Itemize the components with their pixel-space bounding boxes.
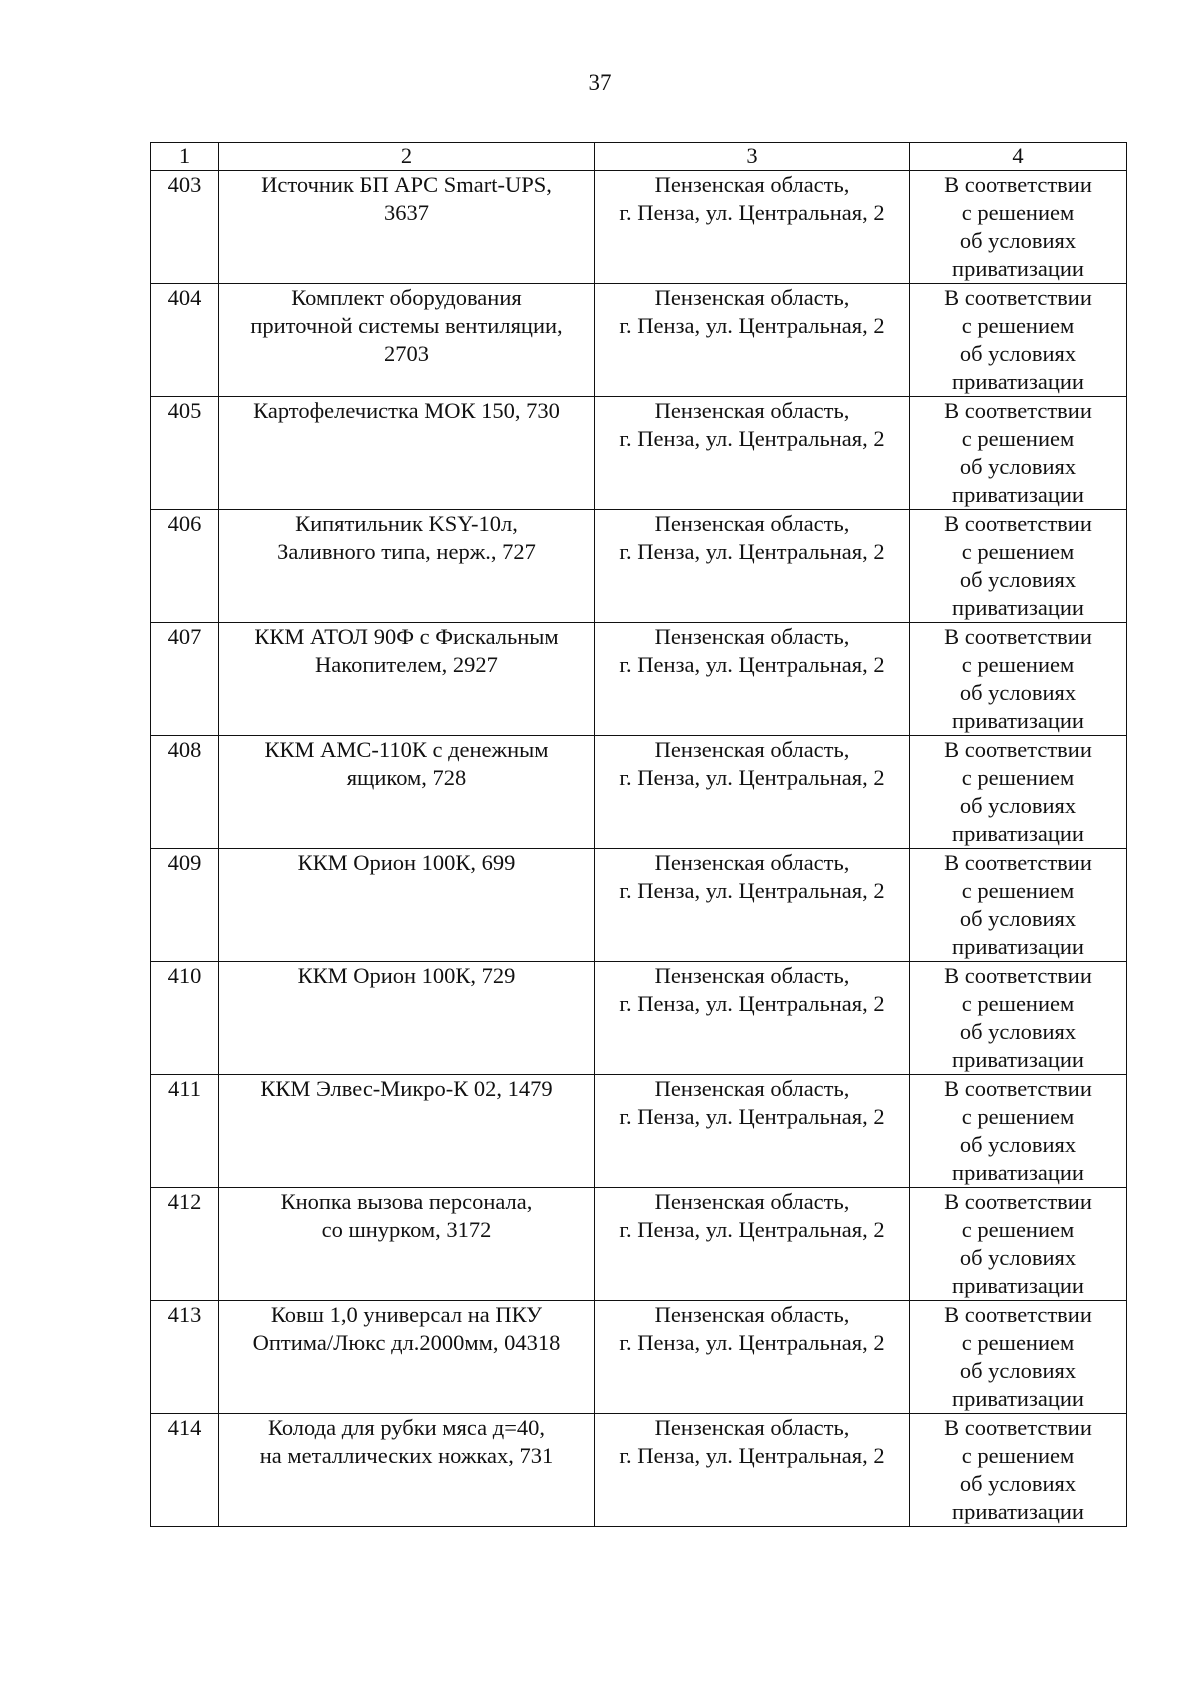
- item-name-cell: [219, 510, 595, 623]
- row-number: 406: [167, 511, 202, 536]
- item-name: Картофелечистка МОК 150, 730: [253, 398, 560, 423]
- row-number: 405: [167, 398, 202, 423]
- privatization-method-cell: [910, 171, 1127, 284]
- column-header-3: 3: [595, 143, 910, 171]
- item-address-cell: [595, 397, 910, 510]
- item-address-cell: [595, 1188, 910, 1301]
- row-number-cell: [151, 623, 219, 736]
- table-row: [151, 1414, 1127, 1527]
- item-address: Пензенская область, г. Пенза, ул. Центральная, 2: [619, 1076, 885, 1129]
- property-table: [150, 142, 1127, 1527]
- item-name-cell: [219, 397, 595, 510]
- item-address-cell: [595, 849, 910, 962]
- row-number-cell: [151, 962, 219, 1075]
- item-name: ККМ Орион 100К, 699: [297, 850, 516, 875]
- column-header-4: 4: [910, 143, 1127, 171]
- item-address: Пензенская область, г. Пенза, ул. Центральная, 2: [619, 850, 885, 903]
- item-name: Ковш 1,0 универсал на ПКУ Оптима/Люкс дл.2000мм, 04318: [252, 1302, 561, 1355]
- privatization-method: В соответствии с решением об условиях приватизации: [944, 850, 1092, 959]
- column-header-2: 2: [219, 143, 595, 171]
- privatization-method: В соответствии с решением об условиях приватизации: [944, 1415, 1092, 1524]
- row-number-cell: [151, 171, 219, 284]
- row-number-cell: [151, 736, 219, 849]
- table-row: [151, 1075, 1127, 1188]
- item-name: Колода для рубки мяса д=40, на металлических ножках, 731: [259, 1415, 554, 1468]
- table-row: [151, 1188, 1127, 1301]
- item-address-cell: [595, 736, 910, 849]
- privatization-method: В соответствии с решением об условиях приватизации: [944, 1302, 1092, 1411]
- row-number-cell: [151, 1414, 219, 1527]
- privatization-method-cell: [910, 1075, 1127, 1188]
- item-address-cell: [595, 284, 910, 397]
- item-name-cell: [219, 1414, 595, 1527]
- item-name: ККМ АТОЛ 90Ф с Фискальным Накопителем, 2927: [254, 624, 559, 677]
- row-number-cell: [151, 510, 219, 623]
- item-name: Кнопка вызова персонала, со шнурком, 3172: [280, 1189, 533, 1242]
- privatization-method: В соответствии с решением об условиях приватизации: [944, 737, 1092, 846]
- table-header-row: [151, 143, 1127, 171]
- table-body: [151, 171, 1127, 1527]
- privatization-method-cell: [910, 849, 1127, 962]
- table-row: [151, 1301, 1127, 1414]
- privatization-method-cell: [910, 510, 1127, 623]
- item-name: Комплект оборудования приточной системы вентиляции, 2703: [250, 285, 563, 366]
- item-name-cell: [219, 736, 595, 849]
- item-address: Пензенская область, г. Пенза, ул. Центральная, 2: [619, 1415, 885, 1468]
- row-number: 408: [167, 737, 202, 762]
- item-name: ККМ Элвес-Микро-К 02, 1479: [260, 1076, 553, 1101]
- table-row: [151, 510, 1127, 623]
- item-address: Пензенская область, г. Пенза, ул. Центральная, 2: [619, 737, 885, 790]
- item-address-cell: [595, 623, 910, 736]
- item-address-cell: [595, 1075, 910, 1188]
- item-name-cell: [219, 171, 595, 284]
- privatization-method-cell: [910, 623, 1127, 736]
- privatization-method-cell: [910, 962, 1127, 1075]
- row-number: 413: [167, 1302, 202, 1327]
- privatization-method-cell: [910, 397, 1127, 510]
- privatization-method-cell: [910, 1301, 1127, 1414]
- privatization-method: В соответствии с решением об условиях приватизации: [944, 398, 1092, 507]
- row-number-cell: [151, 1188, 219, 1301]
- item-name-cell: [219, 1301, 595, 1414]
- item-address-cell: [595, 171, 910, 284]
- item-address: Пензенская область, г. Пенза, ул. Центральная, 2: [619, 398, 885, 451]
- privatization-method: В соответствии с решением об условиях приватизации: [944, 963, 1092, 1072]
- item-address: Пензенская область, г. Пенза, ул. Центральная, 2: [619, 1189, 885, 1242]
- item-address: Пензенская область, г. Пенза, ул. Центральная, 2: [619, 624, 885, 677]
- row-number-cell: [151, 397, 219, 510]
- item-address-cell: [595, 1414, 910, 1527]
- table-row: [151, 171, 1127, 284]
- row-number: 404: [167, 285, 202, 310]
- item-name-cell: [219, 623, 595, 736]
- privatization-method-cell: [910, 1188, 1127, 1301]
- table-row: [151, 849, 1127, 962]
- item-name-cell: [219, 962, 595, 1075]
- table-row: [151, 397, 1127, 510]
- row-number-cell: [151, 1301, 219, 1414]
- item-name-cell: [219, 849, 595, 962]
- column-header-1: 1: [151, 143, 219, 171]
- privatization-method: В соответствии с решением об условиях приватизации: [944, 172, 1092, 281]
- row-number: 407: [167, 624, 202, 649]
- privatization-method-cell: [910, 284, 1127, 397]
- privatization-method: В соответствии с решением об условиях приватизации: [944, 511, 1092, 620]
- row-number: 411: [168, 1076, 201, 1101]
- privatization-method: В соответствии с решением об условиях приватизации: [944, 1189, 1092, 1298]
- item-address: Пензенская область, г. Пенза, ул. Центральная, 2: [619, 1302, 885, 1355]
- privatization-method-cell: [910, 736, 1127, 849]
- item-address: Пензенская область, г. Пенза, ул. Центральная, 2: [619, 285, 885, 338]
- item-name-cell: [219, 284, 595, 397]
- item-address: Пензенская область, г. Пенза, ул. Центральная, 2: [619, 172, 885, 225]
- item-name: ККМ АМС-110К с денежным ящиком, 728: [264, 737, 549, 790]
- row-number: 409: [167, 850, 202, 875]
- row-number-cell: [151, 284, 219, 397]
- item-name: Источник БП APC Smart-UPS, 3637: [261, 172, 552, 225]
- privatization-method: В соответствии с решением об условиях приватизации: [944, 1076, 1092, 1185]
- privatization-method: В соответствии с решением об условиях приватизации: [944, 624, 1092, 733]
- item-address-cell: [595, 962, 910, 1075]
- item-name-cell: [219, 1188, 595, 1301]
- row-number: 414: [167, 1415, 202, 1440]
- item-name: Кипятильник KSY-10л, Заливного типа, нерж., 727: [277, 511, 536, 564]
- privatization-method: В соответствии с решением об условиях приватизации: [944, 285, 1092, 394]
- privatization-method-cell: [910, 1414, 1127, 1527]
- page-number: 37: [588, 70, 612, 95]
- table-row: [151, 284, 1127, 397]
- table-row: [151, 962, 1127, 1075]
- item-address-cell: [595, 1301, 910, 1414]
- table-row: [151, 623, 1127, 736]
- item-address: Пензенская область, г. Пенза, ул. Центральная, 2: [619, 511, 885, 564]
- item-address-cell: [595, 510, 910, 623]
- row-number-cell: [151, 1075, 219, 1188]
- item-name: ККМ Орион 100К, 729: [297, 963, 516, 988]
- item-name-cell: [219, 1075, 595, 1188]
- row-number: 403: [167, 172, 202, 197]
- row-number: 410: [167, 963, 202, 988]
- item-address: Пензенская область, г. Пенза, ул. Центральная, 2: [619, 963, 885, 1016]
- row-number: 412: [167, 1189, 202, 1214]
- row-number-cell: [151, 849, 219, 962]
- table-row: [151, 736, 1127, 849]
